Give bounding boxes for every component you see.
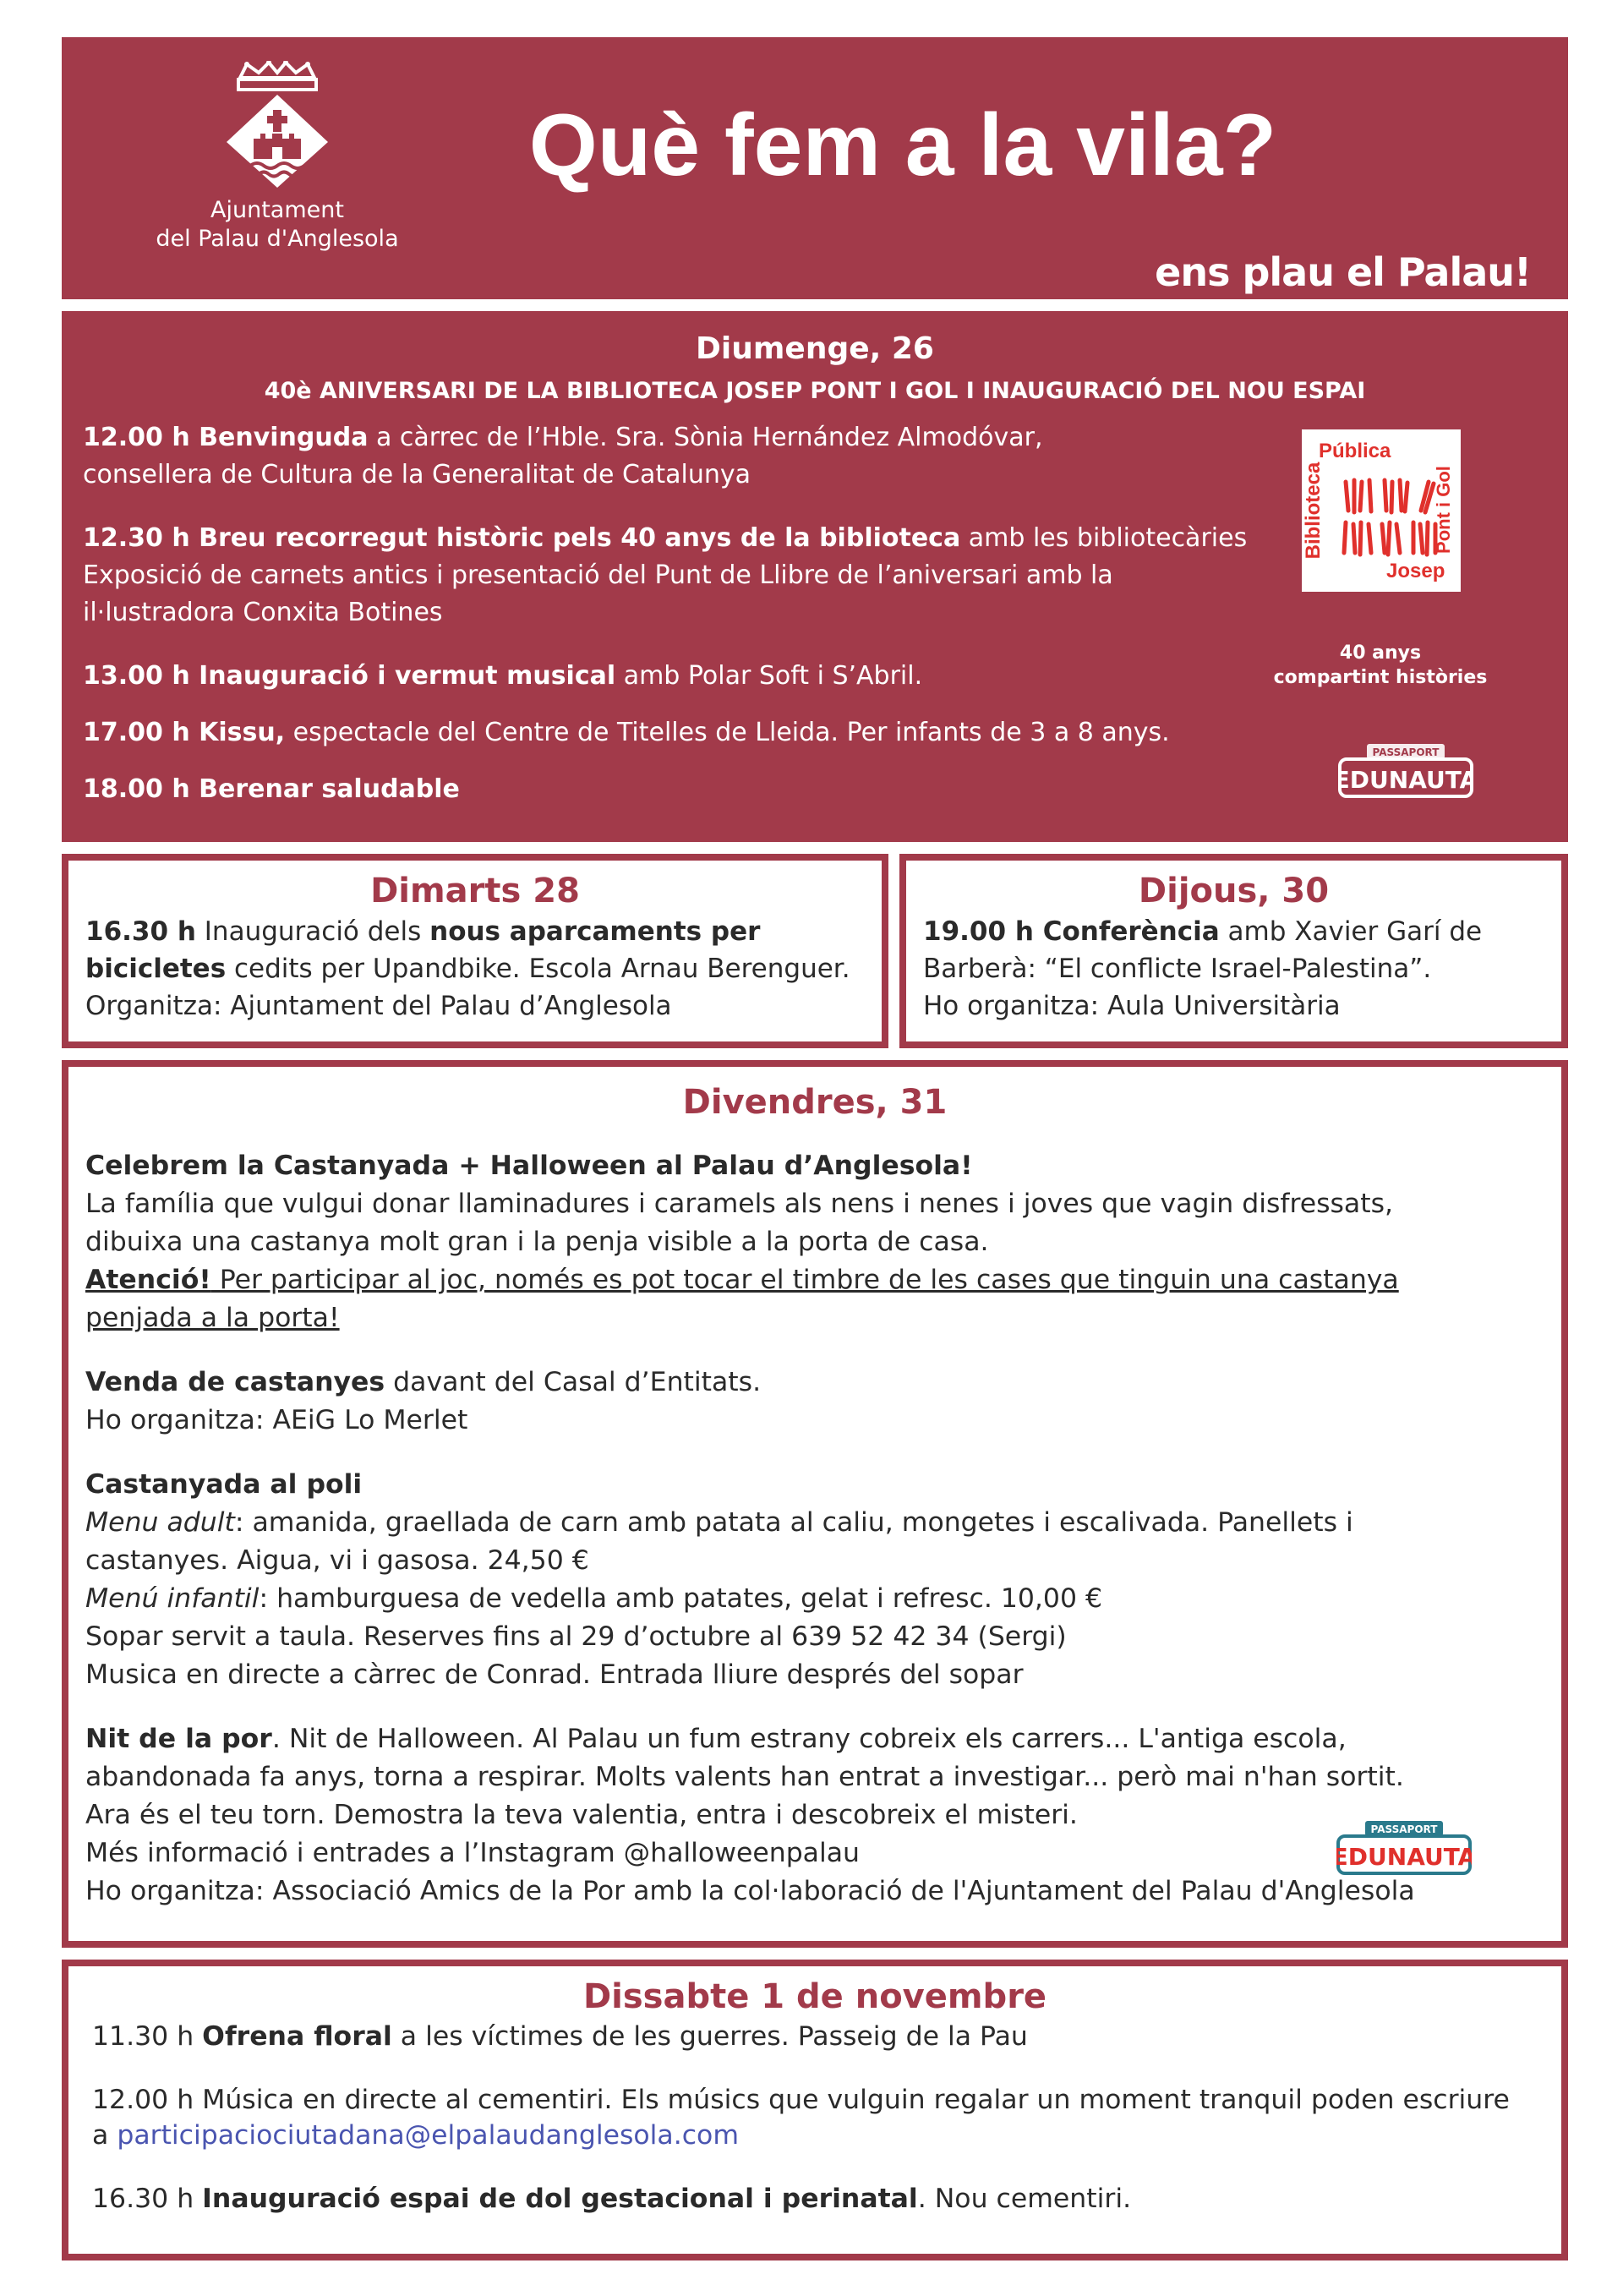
sunday-subtitle: 40è ANIVERSARI DE LA BIBLIOTECA JOSEP PONT I GOL I INAUGURACIÓ DEL NOU ESPAI: [264, 378, 1366, 404]
thursday-event: 19.00 h Conferència amb Xavier Garí de Barberà: “El conflicte Israel-Palestina”. Ho organitza: Aula Universitària: [923, 916, 1483, 1021]
svg-text:EDUNAUTA: EDUNAUTA: [1336, 1843, 1472, 1871]
thursday-section: [899, 854, 1568, 1048]
sunday-section: [62, 311, 1568, 842]
passaport-badge-icon: [1338, 742, 1473, 800]
library-logo-top: Pública: [1319, 440, 1391, 462]
saturday-day-title: Dissabte 1 de novembre: [582, 1977, 1047, 2016]
friday-section: [62, 1060, 1568, 1948]
list-item: 17.00 h Kissu, espectacle del Centre de Titelles de Lleida. Per infants de 3 a 8 anys.: [83, 718, 1170, 747]
list-item: 12.30 h Breu recorregut històric pels 40 anys de la biblioteca amb les bibliotecàries Exposició de carnets antics i presentació del Punt de Llibre de l’aniversari amb la il·lustradora Conxita Botines: [83, 523, 1248, 627]
tally-marks-icon: [1302, 429, 1461, 592]
library-logo-right: Pont i Gol: [1433, 466, 1454, 554]
list-item: 11.30 h Ofrena floral a les víctimes de les guerres. Passeig de la Pau: [92, 2021, 1028, 2052]
library-logo-bottom: Josep: [1386, 560, 1445, 582]
list-item: 12.00 h Benvinguda a càrrec de l’Hble. Sra. Sònia Hernández Almodóvar, consellera de Cultura de la Generalitat de Catalunya: [83, 423, 1043, 489]
passaport-edunauta-logo: [1336, 1819, 1472, 1877]
tuesday-day-title: Dimarts 28: [370, 872, 580, 910]
list-item: Venda de castanyes davant del Casal d’Entitats. Ho organitza: AEiG Lo Merlet: [85, 1367, 762, 1435]
header-banner: [62, 37, 1568, 299]
list-item: 18.00 h Berenar saludable: [83, 774, 460, 804]
list-item: 12.00 h Música en directe al cementiri. Els músics que vulguin regalar un moment tranquil poden escriure a participaciociutadana@elpalaudanglesola.com: [92, 2085, 1510, 2151]
library-logo: [1302, 429, 1461, 592]
logo-text-line1: Ajuntament: [210, 197, 344, 223]
list-item: Nit de la por. Nit de Halloween. Al Palau un fum estrany cobreix els carrers... L'antiga escola, abandonada fa anys, torna a respirar. Molts valents han entrat a investigar... però mai n'han sortit. Ara és el teu torn. Demostra la teva valentia, entra i descobreix el misteri. Més informació i entrades a l’Instagram @halloweenpalau Ho organitza: Associació Amics de la Por amb la col·laboració de l'Ajuntament del Palau d'Anglesola: [85, 1724, 1415, 1906]
friday-day-title: Divendres, 31: [682, 1083, 948, 1122]
svg-text:PASSAPORT: PASSAPORT: [1372, 746, 1440, 758]
sunday-event-list: [83, 419, 1266, 834]
friday-event-list: [85, 1147, 1548, 1937]
logo-text-line2: del Palau d'Anglesola: [156, 226, 399, 252]
tuesday-section: [62, 854, 888, 1048]
town-logo: [150, 61, 404, 254]
coat-of-arms-icon: [221, 61, 333, 189]
list-item: Celebrem la Castanyada + Halloween al Palau d’Anglesola! La família que vulgui donar llaminadures i caramels als nens i nenes i joves que vagin disfressats, dibuixa una castanya molt gran i la penja visible a la porta de casa. Atenció! Per participar al joc, només es pot tocar el timbre de les cases que tinguin una castanya penjada a la porta!: [85, 1151, 1399, 1333]
library-caption: 40 anys compartint històries: [1273, 642, 1488, 688]
list-item: 16.30 h Inauguració espai de dol gestacional i perinatal. Nou cementiri.: [92, 2184, 1132, 2214]
tuesday-event: 16.30 h Inauguració dels nous aparcaments per bicicletes cedits per Upandbike. Escola Arnau Berenguer. Organitza: Ajuntament del Palau d’Anglesola: [85, 916, 850, 1021]
sunday-day-title: Diumenge, 26: [696, 331, 934, 366]
list-item: Castanyada al poli Menu adult: amanida, graellada de carn amb patata al caliu, mongetes i escalivada. Panellets i castanyes. Aigua, vi i gasosa. 24,50 € Menú infantil: hamburguesa de vedella amb patates, gelat i refresc. 10,00 € Sopar servit a taula. Reserves fins al 29 d’octubre al 639 52 42 34 (Sergi) Musica en directe a càrrec de Conrad. Entrada lliure després del sopar: [85, 1469, 1353, 1690]
email-link[interactable]: participaciociutadana@elpalaudanglesola.com: [117, 2120, 740, 2151]
library-logo-left: Biblioteca: [1302, 462, 1325, 560]
passaport-edunauta-logo: [1338, 742, 1473, 800]
list-item: 13.00 h Inauguració i vermut musical amb Polar Soft i S’Abril.: [83, 661, 923, 691]
passaport-badge-icon: [1336, 1819, 1472, 1877]
svg-text:PASSAPORT: PASSAPORT: [1370, 1823, 1438, 1835]
slogan: ens plau el Palau!: [1155, 249, 1531, 295]
page-title: Què fem a la vila?: [528, 96, 1277, 194]
saturday-section: [62, 1960, 1568, 2260]
saturday-event-list: [68, 2019, 1561, 2217]
thursday-day-title: Dijous, 30: [1138, 872, 1330, 910]
svg-text:EDUNAUTA: EDUNAUTA: [1338, 766, 1473, 794]
